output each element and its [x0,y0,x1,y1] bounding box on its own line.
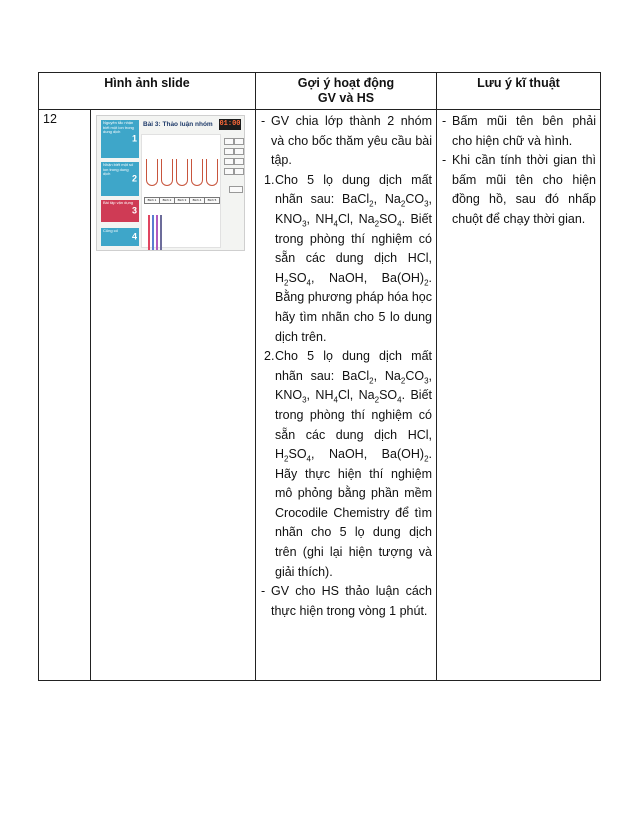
slide-small-button [224,138,234,145]
note-item: - Bấm mũi tên bên phải cho hiện chữ và hình. [440,112,596,151]
reagent-rod-icon [148,215,150,251]
slide-menu-item-4: Củng cố 4 [101,228,139,246]
slide-menu-item-2: Nhận biết một số ion trong dung dịch 2 [101,162,139,196]
slide-flask-button: Bình 3 [174,197,190,204]
slide-lab-panel [141,134,221,248]
reagent-rod-icon [160,215,162,251]
row-number: 12 [39,110,91,681]
table-row [39,110,601,681]
lesson-table [38,72,601,681]
slide-image-cell [91,110,256,681]
slide-menu-item-3: Bài tập vận dụng 3 [101,200,139,222]
technical-notes-cell [437,110,601,681]
header-slide-image: Hình ảnh slide [39,73,256,110]
test-tube-icon [146,159,158,186]
test-tube-icon [191,159,203,186]
slide-flask-button: Bình 4 [189,197,205,204]
reagent-rod-icon [152,215,154,251]
header-technical-notes: Lưu ý kĩ thuật [437,73,601,110]
slide-small-button [229,186,243,193]
activity-cell [256,110,437,681]
slide-thumbnail [96,115,245,251]
header-row [39,73,601,110]
slide-flask-button: Bình 1 [144,197,160,204]
slide-small-button [224,148,234,155]
reagent-rod-icon [156,215,158,251]
header-activity: Gợi ý hoạt động GV và HS [256,73,437,110]
activity-intro: - GV chia lớp thành 2 nhóm và cho bốc thăm yêu cầu bài tập. [259,112,432,171]
slide-small-button [224,158,234,165]
slide-small-button [234,158,244,165]
slide-small-button [234,148,244,155]
slide-flask-button: Bình 5 [204,197,220,204]
slide-menu-item-1: Nguyên tắc nhận biết một ion trong dung dịch 1 [101,120,139,158]
test-tube-icon [206,159,218,186]
slide-title: Bài 3: Thảo luận nhóm [143,121,213,128]
activity-item-1: 1. Cho 5 lọ dung dịch mất nhãn sau: BaCl$_2$, $Na_2CO_3$, $KNO_3$, $NH_4Cl$, $Na_2SO_4$. Biết trong phòng thí nghiệm có sẵn các dung dịch HCl, $H_2SO_4$, NaOH, $Ba(OH)_2$. Bằng phương pháp hóa học hãy tìm nhãn cho 5 lo dung dịch trên. [264,172,432,344]
slide-small-button [234,168,244,175]
activity-outro: - GV cho HS thảo luận cách thực hiện trong vòng 1 phút. [259,582,432,621]
slide-flask-button: Bình 2 [159,197,175,204]
slide-small-button [234,138,244,145]
test-tube-icon [161,159,173,186]
slide-timer: 01:00 [219,120,241,128]
slide-small-button [224,168,234,175]
note-item: - Khi cần tính thời gian thì bấm mũi tên cho hiện đồng hồ, sau đó nhấp chuột để chạy thời gian. [440,151,596,229]
test-tube-icon [176,159,188,186]
activity-item-2: 2. Cho 5 lọ dung dịch mất nhãn sau: BaCl$_2$, $Na_2CO_3$, $KNO_3$, $NH_4Cl$, $Na_2SO_4$. Biết trong phòng thí nghiệm có sẵn các dung dịch HCl, $H_2SO_4$, NaOH, $Ba(OH)_2$. Hãy thực hiện thí nghiệm mô phỏng bằng phần mềm Crocodile Chemistry để tìm nhãn cho 5 lọ dung dịch trên (ghi lại hiện tượng và giải thích). [264,349,432,579]
